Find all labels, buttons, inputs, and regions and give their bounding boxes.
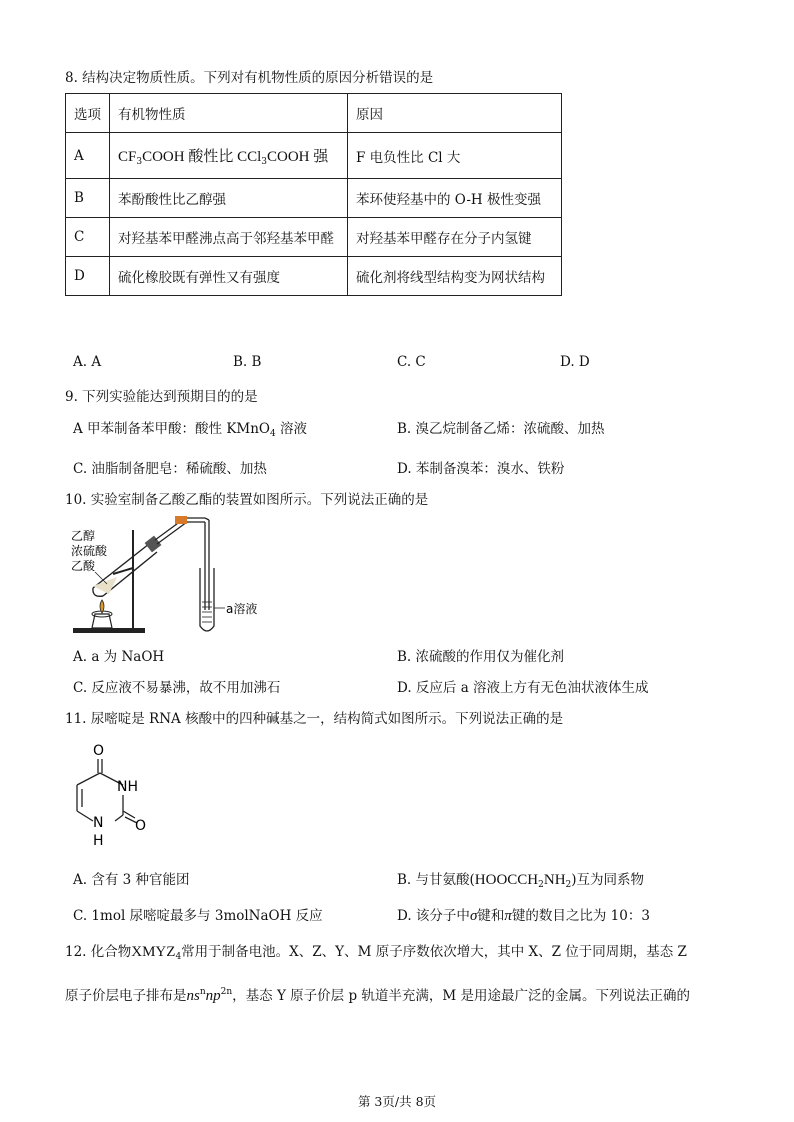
q9-option-b[interactable]: B. 溴乙烷制备乙烯：浓硫酸、加热	[397, 421, 605, 437]
receiving-liquid	[202, 602, 212, 622]
table-cell-label: C	[66, 218, 110, 257]
table-cell-label: A	[66, 133, 110, 179]
table-cell-property: 硫化橡胶既有弹性又有强度	[110, 257, 348, 296]
table-cell-label: D	[66, 257, 110, 296]
table-cell-property: 对羟基苯甲醛沸点高于邻羟基苯甲醛	[110, 218, 348, 257]
table-row	[66, 133, 562, 179]
q8-option-c[interactable]: C. C	[397, 354, 426, 370]
q10-option-a[interactable]: A. a 为 NaOH	[73, 649, 165, 665]
atom-label: O	[135, 818, 147, 834]
uracil-structure-figure	[65, 735, 175, 850]
table-row	[66, 257, 562, 296]
flame-icon	[100, 600, 104, 613]
table-cell-property: $CF_3COOH$ 酸性比 CCl$_3$COOH 强	[110, 133, 348, 179]
q10-option-b[interactable]: B. 浓硫酸的作用仅为催化剂	[397, 649, 565, 665]
table-cell-reason: 硫化剂将线型结构变为网状结构	[348, 257, 562, 296]
atom-label: NH	[117, 779, 138, 795]
q10-stem: 10. 实验室制备乙酸乙酯的装置如图所示。下列说法正确的是	[65, 492, 429, 508]
figure-label: a溶液	[226, 602, 258, 616]
q11-option-d[interactable]: D. 该分子中σ键和π键的数目之比为 10：3	[397, 908, 650, 924]
q8-option-b[interactable]: B. B	[233, 354, 262, 370]
atom-label: O	[93, 743, 105, 759]
q8-stem: 8. 结构决定物质性质。下列对有机物性质的原因分析错误的是	[65, 70, 434, 86]
q9-stem: 9. 下列实验能达到预期目的的是	[65, 389, 258, 405]
q10-option-d[interactable]: D. 反应后 a 溶液上方有无色油状液体生成	[397, 680, 649, 696]
q9-option-c[interactable]: C. 油脂制备肥皂：稀硫酸、加热	[73, 461, 267, 477]
q11-option-c[interactable]: C. 1mol 尿嘧啶最多与 3molNaOH 反应	[73, 908, 323, 924]
q8-table	[65, 93, 562, 296]
receiving-tube	[200, 568, 214, 631]
table-cell-property: 苯酚酸性比乙醇强	[110, 179, 348, 218]
delivery-tube	[157, 522, 187, 544]
table-cell-label: B	[66, 179, 110, 218]
figure-label: 乙醇	[71, 529, 96, 543]
q11-option-b[interactable]: B. 与甘氨酸$(HOOCCH_2NH_2)$互为同系物	[397, 872, 645, 890]
q10-option-c[interactable]: C. 反应液不易暴沸，故不用加沸石	[73, 680, 281, 696]
q12-stem: 12. 化合物$XMYZ_4$常用于制备电池。X、Z、Y、M 原子序数依次增大，其中 X、Z 位于同周期，基态 Z	[65, 944, 687, 962]
figure-label: 浓硫酸	[71, 544, 108, 558]
q12-stem-line2: 原子价层电子排布是$ns^nnp^{2n}$，基态 Y 原子价层 p 轨道半充满，M 是用途最广泛的金属。下列说法正确的	[65, 987, 691, 1004]
q9-option-a[interactable]: A 甲苯制备苯甲酸：酸性 KMnO$_4$ 溶液	[73, 421, 308, 439]
ester-apparatus-figure	[65, 510, 275, 640]
stand-base	[73, 628, 145, 633]
atom-label: N	[93, 815, 104, 831]
stopper	[145, 536, 162, 553]
reaction-liquid	[93, 577, 117, 594]
q8-option-d[interactable]: D. D	[560, 354, 590, 370]
delivery-tube	[205, 518, 209, 520]
q11-stem: 11. 尿嘧啶是 RNA 核酸中的四种碱基之一，结构简式如图所示。下列说法正确的是	[65, 711, 564, 727]
table-row	[66, 179, 562, 218]
table-header: 选项	[66, 94, 110, 133]
table-header: 有机物性质	[110, 94, 348, 133]
q9-option-d[interactable]: D. 苯制备溴苯：溴水、铁粉	[397, 461, 565, 477]
page-footer: 第 3页/共 8页	[357, 1094, 437, 1109]
rubber-joint	[175, 516, 187, 524]
q8-option-a[interactable]: A. A	[73, 354, 102, 370]
table-header: 原因	[348, 94, 562, 133]
q11-option-a[interactable]: A. 含有 3 种官能团	[73, 872, 190, 888]
table-cell-reason: 对羟基苯甲醛存在分子内氢键	[348, 218, 562, 257]
table-row	[66, 218, 562, 257]
figure-label: 乙酸	[71, 559, 96, 573]
table-cell-reason: F 电负性比 Cl 大	[348, 133, 562, 179]
table-header-row	[66, 94, 562, 133]
table-cell-reason: 苯环使羟基中的 O-H 极性变强	[348, 179, 562, 218]
atom-label: H	[93, 833, 104, 849]
